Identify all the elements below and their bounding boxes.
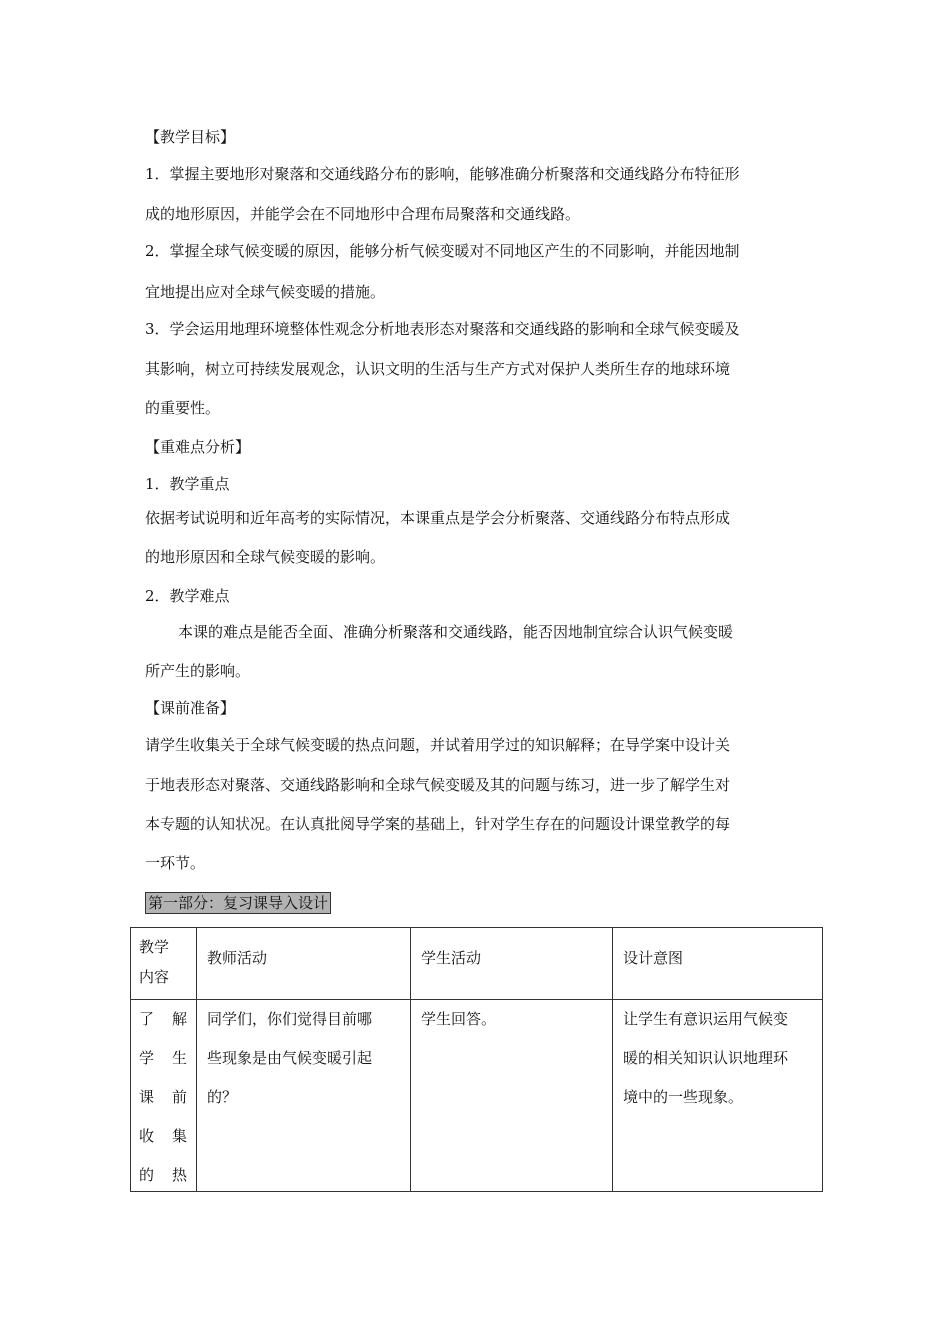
part1-label: 第一部分：复习课导入设计 (145, 892, 331, 914)
prep-heading: 【课前准备】 (145, 699, 236, 717)
row-content-line-1: 了解 (139, 1010, 187, 1028)
key-point-line-1: 依据考试说明和近年高考的实际情况，本课重点是学会分析聚落、交通线路分布特点形成 (145, 509, 731, 527)
prep-line-2: 于地表形态对聚落、交通线路影响和全球气候变暖及其的问题与练习，进一步了解学生对 (145, 776, 731, 794)
objective-2-line-2: 宜地提出应对全球气候变暖的措施。 (145, 283, 386, 301)
row-content-line-2: 学生 (139, 1049, 187, 1067)
analysis-heading: 【重难点分析】 (145, 438, 251, 456)
objective-2-line-1: 2．掌握全球气候变暖的原因，能够分析气候变暖对不同地区产生的不同影响，并能因地制 (145, 242, 740, 260)
header-teacher-label: 教师活动 (207, 949, 268, 967)
objective-1-line-2: 成的地形原因，并能学会在不同地形中合理布局聚落和交通线路。 (145, 205, 581, 223)
header-student-label: 学生活动 (421, 949, 482, 967)
difficulty-line-2: 所产生的影响。 (145, 662, 251, 680)
row-teacher-line-3: 的？ (207, 1088, 238, 1106)
header-teacher (197, 928, 411, 1000)
header-intent (613, 928, 823, 1000)
row-intent-line-1: 让学生有意识运用气候变 (623, 1010, 789, 1028)
key-point-title: 1．教学重点 (145, 475, 230, 493)
prep-line-3: 本专题的认知状况。在认真批阅导学案的基础上，针对学生存在的问题设计课堂教学的每 (145, 815, 731, 833)
key-point-line-2: 的地形原因和全球气候变暖的影响。 (145, 548, 386, 566)
row-teacher-line-2: 些现象是由气候变暖引起 (207, 1049, 373, 1067)
row-content (139, 1000, 187, 1195)
row-student-cell (411, 1000, 613, 1192)
difficulty-line-1: 本课的难点是能否全面、准确分析聚落和交通线路，能否因地制宜综合认识气候变暖 (178, 623, 734, 641)
table-header-row (131, 928, 823, 1000)
objective-3-line-2: 其影响，树立可持续发展观念，认识文明的生活与生产方式对保护人类所生存的地球环境 (145, 360, 731, 378)
row-intent-line-2: 暖的相关知识认识地理环 (623, 1049, 789, 1067)
objective-1-line-1: 1．掌握主要地形对聚落和交通线路分布的影响，能够准确分析聚落和交通线路分布特征形 (145, 165, 740, 183)
header-student (411, 928, 613, 1000)
row-content-line-5: 的热 (139, 1166, 187, 1184)
lesson-table (130, 927, 823, 1192)
row-teacher-line-1: 同学们，你们觉得目前哪 (207, 1010, 373, 1028)
header-intent-label: 设计意图 (623, 949, 684, 967)
row-intent (623, 1000, 788, 1117)
header-content (131, 928, 197, 1000)
row-teacher-cell (197, 1000, 411, 1192)
row-teacher (207, 1000, 372, 1117)
table-row (131, 1000, 823, 1192)
prep-line-4: 一环节。 (145, 854, 206, 872)
objective-3-line-1: 3．学会运用地理环境整体性观念分析地表形态对聚落和交通线路的影响和全球气候变暖及 (145, 320, 740, 338)
header-content-label: 教学内容 (139, 938, 170, 986)
difficulty-title: 2．教学难点 (145, 587, 230, 605)
objectives-heading: 【教学目标】 (145, 128, 236, 146)
row-intent-cell (613, 1000, 823, 1192)
row-content-cell (131, 1000, 197, 1192)
prep-line-1: 请学生收集关于全球气候变暖的热点问题，并试着用学过的知识解释；在导学案中设计关 (145, 736, 731, 754)
row-content-line-4: 收集 (139, 1127, 187, 1145)
objective-3-line-3: 的重要性。 (145, 399, 221, 417)
row-content-line-3: 课前 (139, 1088, 187, 1106)
row-student: 学生回答。 (421, 1010, 497, 1028)
row-intent-line-3: 境中的一些现象。 (623, 1088, 744, 1106)
